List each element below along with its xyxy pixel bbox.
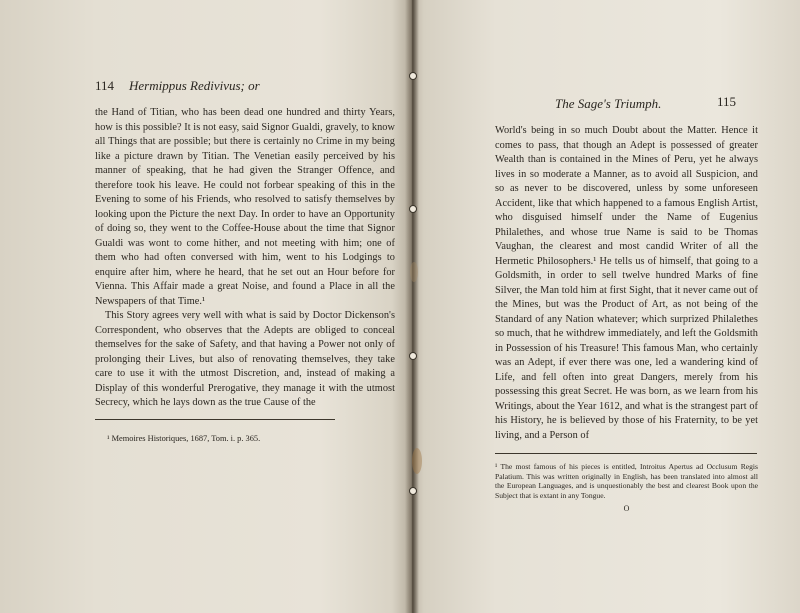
- paragraph: This Story agrees very well with what is said by Doctor Dickenson's Correspondent, who observes that the Adepts are obliged to conceal themselves for the sake of Safety, and that having a Power not only of prolonging their Lives, but also of renovating themselves, they take care to use it with the utmost Discretion, and, instead of making a Display of this wonderful Prerogative, they manage it with the utmost Secrecy, which he lays down as the true Cause of the: [95, 310, 395, 408]
- paper-stain: [410, 262, 418, 282]
- left-page-header: [95, 78, 395, 100]
- page-number: 115: [717, 94, 737, 109]
- left-page-body: [95, 106, 395, 411]
- paragraph: the Hand of Titian, who has been dead one hundred and thirty Years, how is this possible? It is not easy, said Signor Gualdi, gravely, to know all Things that are possible; but there is certainly no Crime in my being like a picture drawn by Titian. The Venetian easily perceived by his manner of speaking, that he had given the Stranger Offence, and therefore took his leave. He could not forbear speaking of this in the Evening to some of his Friends, who resolved to satisfy themselves by looking upon the Picture the next Day. In order to have an Opportunity of doing so, they went to the Coffee-House about the time that Signor Gualdi was wont to come hither, and not meeting with him; one of them who had often conversed with him, went to his Lodgings to enquire after him, where he heard, that he set out an Hour before for Vienna. This Affair made a great Noise, and found a Place in all the Newspapers of that Time.¹: [95, 107, 395, 307]
- left-page: [95, 78, 395, 443]
- right-page-body: [495, 124, 758, 443]
- binding-stitch: [409, 352, 417, 360]
- footnote-rule: [95, 419, 335, 420]
- paragraph: World's being in so much Doubt about the Matter. Hence it comes to pass, that though an Adept is possessed of greater Wealth than is contained in the Mines of Peru, yet he always lives in so moderate a Manner, as to avoid all Suspicion, and so as never to be discovered, unless by some unforeseen Accident, like that which happened to a famous English Artist, who disguised himself under the Name of Eugenius Philalethes, and whose true Name is said to be Thomas Vaughan, the clearest and most candid Writer of all the Hermetic Philosophers.¹ He tells us of himself, that going to a Goldsmith, in order to sell twelve hundred Marks of fine Silver, the Man told him at first Sight, that it never came out of the Mines, but was the Product of Art, as not being of the Standard of any Nation whatever; which surprized Philalethes so much, that he withdrew immediately, and left the Goldsmith in Possession of his Treasure! This famous Man, who certainly was an Adept, if ever there was one, led a wandering kind of Life, and fell often into great Dangers, merely from his possessing this great Secret. He was born, as we learn from his Writings, about the Year 1612, and what is the strangest part of his History, he is believed by those of his Fraternity, to be yet living, and a Person of: [495, 125, 758, 441]
- running-head: The Sage's Triumph.: [555, 96, 662, 111]
- footnote: ¹ The most famous of his pieces is entitled, Introitus Apertus ad Occlusum Regis Palatium. This was written originally in English, has been translated into almost all the European Languages, and is unquestionably the best and clearest Book upon the Subject that is extant in any Tongue.: [495, 462, 758, 500]
- right-page: [495, 92, 758, 513]
- signature-mark: O: [623, 504, 630, 514]
- right-page-header: [495, 92, 758, 114]
- binding-stitch: [409, 487, 417, 495]
- page-number: 114: [95, 78, 115, 93]
- binding-stitch: [409, 72, 417, 80]
- book-gutter: [405, 0, 419, 613]
- footnote: ¹ Memoires Historiques, 1687, Tom. i. p. 365.: [107, 433, 261, 443]
- footnote-rule: [495, 453, 757, 454]
- running-head: Hermippus Redivivus; or: [129, 78, 260, 93]
- paper-stain: [412, 448, 422, 474]
- binding-stitch: [409, 205, 417, 213]
